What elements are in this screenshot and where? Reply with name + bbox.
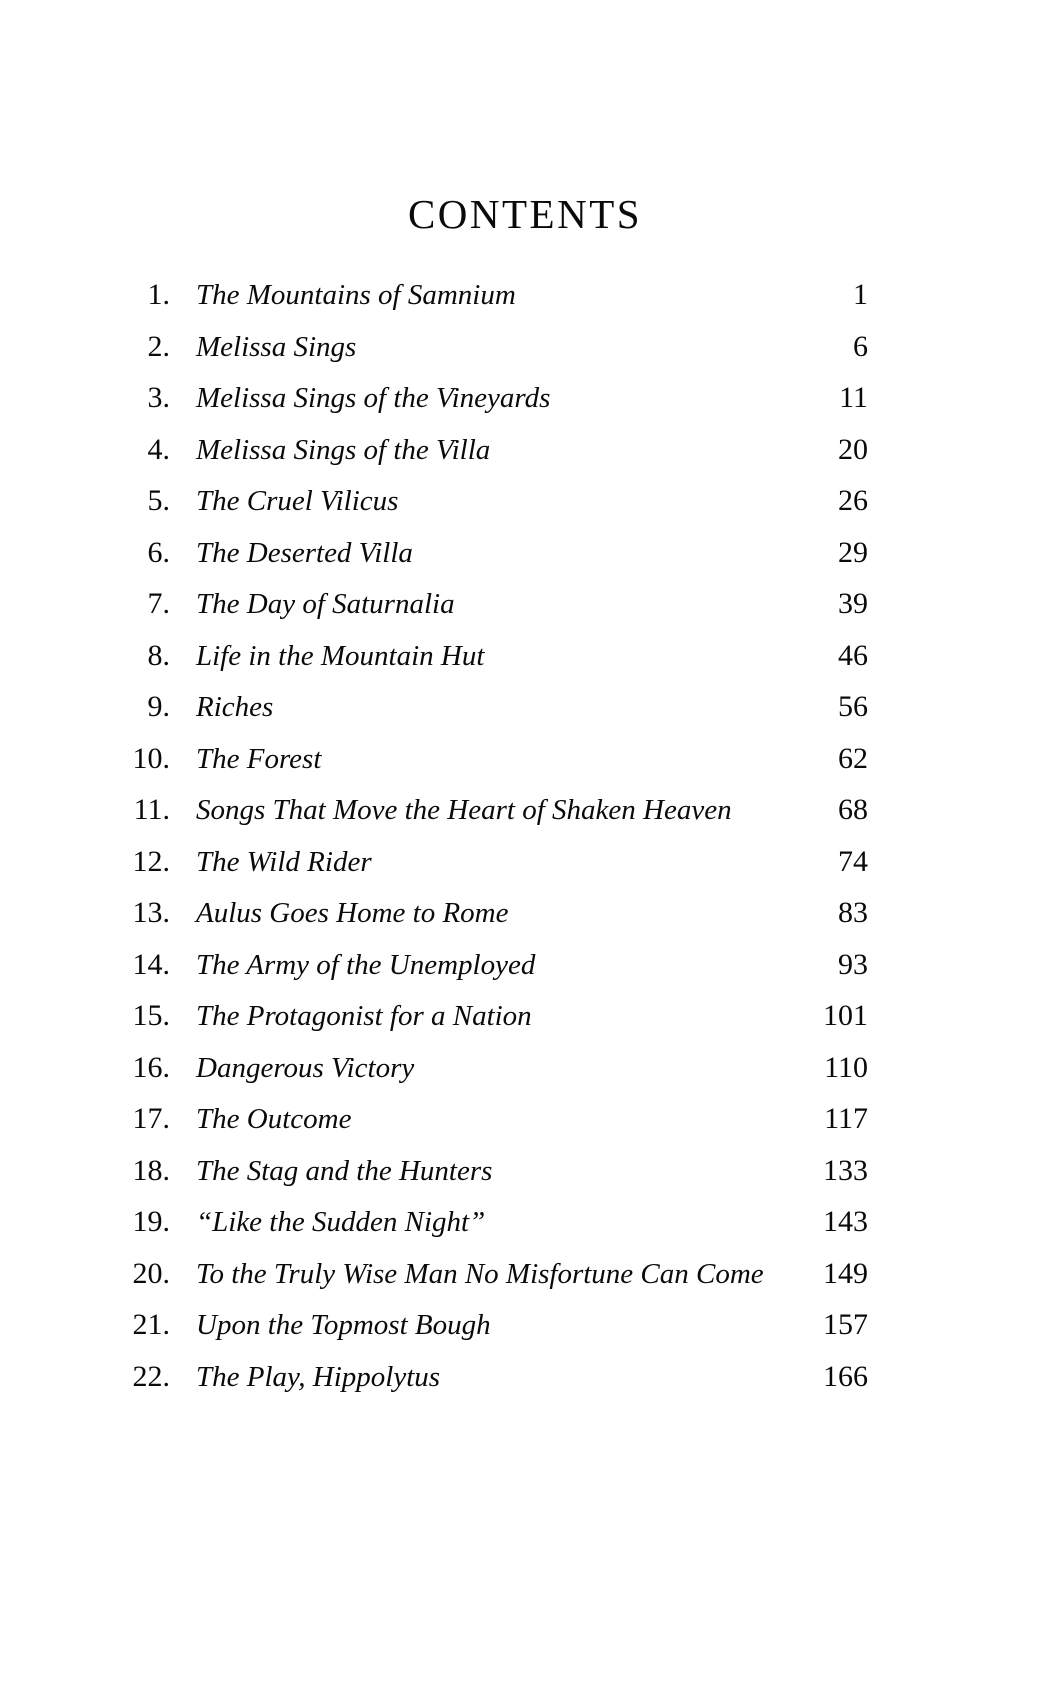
entry-title: The Cruel Vilicus	[196, 485, 399, 517]
entry-number: 18.	[132, 1153, 170, 1187]
entry-title: The Play, Hippolytus	[196, 1360, 441, 1393]
list-item[interactable]	[108, 639, 868, 691]
list-item[interactable]	[108, 381, 868, 433]
entry-number: 4.	[147, 432, 170, 466]
entry-page: 117	[824, 1102, 868, 1135]
list-item[interactable]	[108, 742, 868, 794]
entry-page: 143	[823, 1205, 868, 1238]
entry-page: 157	[823, 1308, 868, 1341]
entry-title: The Protagonist for a Nation	[196, 1000, 532, 1032]
entry-number: 7.	[147, 587, 170, 620]
entry-page: 74	[838, 844, 868, 878]
list-item[interactable]	[108, 1102, 868, 1154]
list-item[interactable]	[108, 896, 868, 948]
entry-number: 6.	[147, 535, 170, 569]
list-item[interactable]	[108, 1308, 868, 1360]
entry-title: The Deserted Villa	[196, 536, 413, 569]
entry-title: The Wild Rider	[196, 845, 372, 878]
entry-number: 1.	[147, 278, 170, 311]
entry-number: 20.	[132, 1256, 170, 1290]
entry-page: 68	[838, 793, 868, 826]
list-item[interactable]	[108, 999, 868, 1051]
entry-title: “Like the Sudden Night”	[196, 1206, 486, 1238]
entry-number: 5.	[147, 484, 170, 517]
list-item[interactable]	[108, 1360, 868, 1412]
entry-title: To the Truly Wise Man No Misfortune Can Come	[196, 1257, 764, 1290]
entry-number: 17.	[132, 1102, 170, 1135]
list-item[interactable]	[108, 793, 868, 845]
entry-page: 101	[823, 999, 868, 1032]
entry-page: 20	[838, 432, 868, 466]
entry-title: The Outcome	[196, 1103, 352, 1135]
entry-title: The Day of Saturnalia	[196, 588, 455, 620]
page-title: CONTENTS	[407, 191, 643, 237]
list-item[interactable]	[108, 845, 868, 897]
entry-title: Melissa Sings of the Vineyards	[196, 382, 551, 414]
list-item[interactable]	[108, 1051, 868, 1103]
list-item[interactable]	[108, 1205, 868, 1257]
entry-title: Aulus Goes Home to Rome	[196, 897, 509, 929]
list-item[interactable]	[108, 433, 868, 485]
entry-page: 39	[838, 587, 868, 620]
entry-page: 46	[838, 638, 868, 672]
entry-page: 1	[853, 278, 868, 311]
entry-number: 13.	[132, 896, 170, 929]
entry-page: 6	[853, 329, 868, 363]
list-item[interactable]	[108, 948, 868, 1000]
entry-page: 26	[838, 484, 868, 517]
list-item[interactable]	[108, 587, 868, 639]
list-item[interactable]	[108, 536, 868, 588]
entry-number: 3.	[147, 381, 170, 414]
entry-number: 15.	[132, 999, 170, 1032]
entry-number: 22.	[132, 1359, 170, 1393]
entry-number: 16.	[132, 1050, 170, 1084]
list-item[interactable]	[108, 330, 868, 382]
entry-title: Melissa Sings	[196, 330, 357, 363]
entry-title: Dangerous Victory	[196, 1051, 415, 1084]
list-item[interactable]	[108, 690, 868, 742]
entry-title: Upon the Topmost Bough	[196, 1309, 491, 1341]
entry-page: 56	[838, 690, 868, 723]
entry-title: Life in the Mountain Hut	[196, 639, 485, 672]
list-item[interactable]	[108, 484, 868, 536]
entry-page: 93	[838, 947, 868, 981]
entry-page: 110	[824, 1050, 868, 1084]
entry-number: 2.	[147, 329, 170, 363]
entry-page: 62	[838, 741, 868, 775]
entry-number: 12.	[132, 844, 170, 878]
list-item[interactable]	[108, 278, 868, 330]
entry-title: The Forest	[196, 742, 322, 775]
entry-number: 9.	[147, 690, 170, 723]
table-of-contents-list	[108, 278, 868, 1411]
entry-title: The Army of the Unemployed	[196, 948, 536, 981]
entry-title: The Stag and the Hunters	[196, 1154, 493, 1187]
entry-page: 11	[839, 381, 868, 414]
entry-number: 8.	[147, 638, 170, 672]
entry-number: 10.	[132, 741, 170, 775]
entry-page: 149	[823, 1256, 868, 1290]
entry-title: The Mountains of Samnium	[196, 279, 516, 311]
entry-title: Riches	[196, 691, 274, 723]
entry-number: 21.	[132, 1308, 170, 1341]
list-item[interactable]	[108, 1154, 868, 1206]
entry-page: 133	[823, 1153, 868, 1187]
list-item[interactable]	[108, 1257, 868, 1309]
entry-number: 19.	[132, 1205, 170, 1238]
entry-page: 29	[838, 535, 868, 569]
entry-title: Songs That Move the Heart of Shaken Heaven	[196, 794, 732, 826]
entry-number: 11.	[133, 793, 170, 826]
entry-page: 83	[838, 896, 868, 929]
entry-number: 14.	[132, 947, 170, 981]
entry-title: Melissa Sings of the Villa	[196, 433, 491, 466]
entry-page: 166	[823, 1359, 868, 1393]
